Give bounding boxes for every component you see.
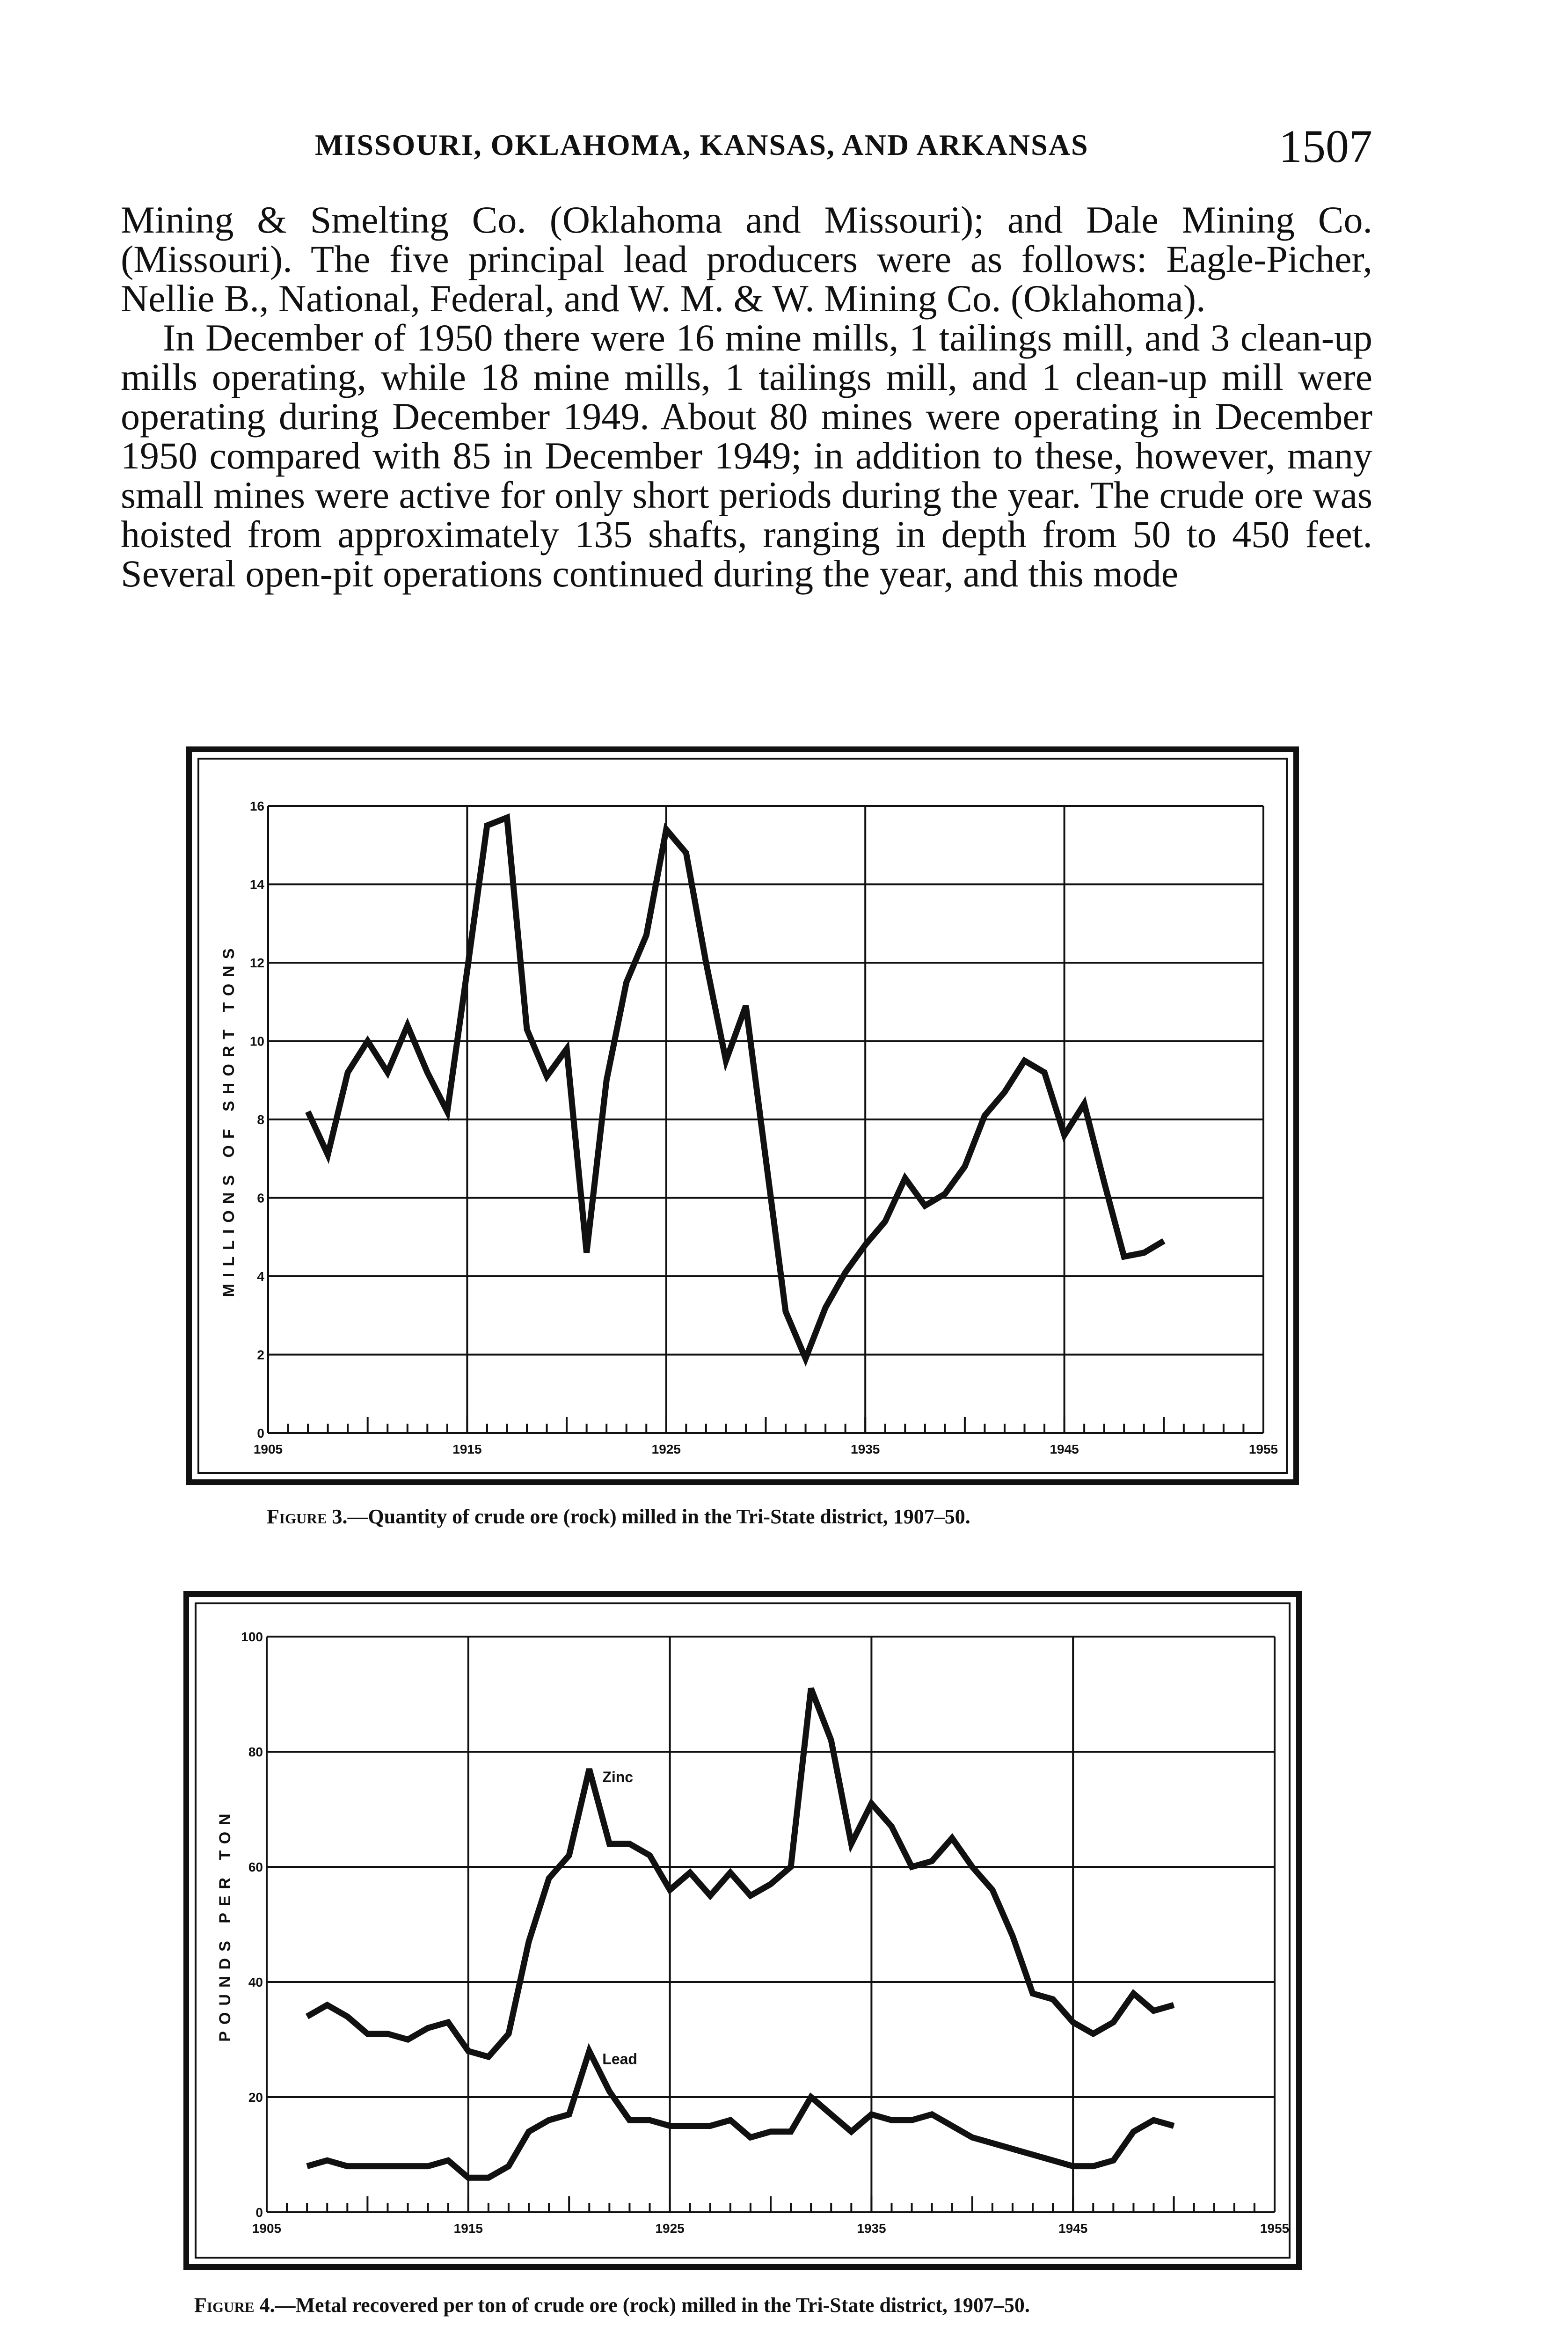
y-tick-label: 12	[249, 956, 264, 970]
y-tick-label: 10	[249, 1034, 264, 1049]
x-tick-label: 1935	[857, 2221, 886, 2236]
figure-4-caption-text-block	[194, 2293, 1030, 2317]
figure-4-frame	[183, 1591, 1302, 2270]
series-line-zinc	[307, 1689, 1174, 2057]
figure-3-label: Figure 3.	[267, 1505, 348, 1528]
y-tick-label: 6	[257, 1191, 264, 1206]
y-tick-label: 20	[248, 2090, 263, 2105]
x-tick-label: 1945	[1050, 1442, 1079, 1456]
figure-3-chart	[192, 752, 1293, 1479]
x-tick-label: 1915	[453, 2221, 483, 2236]
x-tick-label: 1905	[253, 1442, 283, 1456]
y-tick-label: 40	[248, 1975, 263, 1989]
y-tick-label: 80	[248, 1745, 263, 1759]
x-tick-label: 1925	[651, 1442, 681, 1456]
y-tick-label: 60	[248, 1860, 263, 1874]
y-tick-label: 0	[255, 2205, 263, 2220]
series-label-lead: Lead	[602, 2050, 637, 2068]
y-tick-label: 4	[257, 1269, 264, 1284]
x-tick-label: 1945	[1058, 2221, 1088, 2236]
y-tick-label: 14	[249, 877, 264, 892]
x-tick-label: 1925	[655, 2221, 685, 2236]
paragraph-2: In December of 1950 there were 16 mine mills, 1 tailings mill, and 3 clean-up mills operating, while 18 mine mills, 1 tailings mill, and 1 clean-up mill were operating during December 1949. About 80 mines were operating in December 1950 compared with 85 in December 1949; in addition to these, however, many small mines were active for only short periods during the year. The crude ore was hoisted from approximately 135 shafts, ranging in depth from 50 to 450 feet. Several open-pit operations continued during the year, and this mode	[121, 316, 1372, 595]
running-head	[121, 119, 1372, 171]
x-tick-label: 1955	[1248, 1442, 1278, 1456]
body-text	[121, 200, 1372, 593]
paragraph-1: Mining & Smelting Co. (Oklahoma and Missouri); and Dale Mining Co. (Missouri). The five principal lead producers were as follows: Eagle-Picher, Nellie B., National, Federal, and W. M. & W. Mining Co. (Oklahoma).	[121, 198, 1372, 320]
figure-4-caption-text: —Metal recovered per ton of crude ore (rock) milled in the Tri-State district, 1907–50.	[275, 2294, 1030, 2317]
figure-4-chart	[189, 1597, 1296, 2264]
x-tick-label: 1905	[252, 2221, 282, 2236]
figure-4-label: Figure 4.	[194, 2294, 275, 2317]
page-number: 1507	[1279, 120, 1372, 172]
figure-3-caption-text: —Quantity of crude ore (rock) milled in the Tri-State district, 1907–50.	[347, 1505, 970, 1528]
x-tick-label: 1915	[452, 1442, 482, 1456]
y-tick-label: 8	[257, 1112, 264, 1127]
y-axis-label: MILLIONS OF SHORT TONS	[220, 942, 238, 1297]
y-axis-label: POUNDS PER TON	[216, 1807, 234, 2042]
x-tick-label: 1935	[851, 1442, 880, 1456]
series-line-crude-ore	[308, 818, 1164, 1359]
y-tick-label: 0	[257, 1426, 264, 1441]
y-tick-label: 2	[257, 1347, 264, 1362]
x-tick-label: 1955	[1260, 2221, 1290, 2236]
y-tick-label: 100	[241, 1630, 263, 1644]
series-label-zinc: Zinc	[602, 1768, 634, 1785]
inner-frame	[198, 759, 1287, 1473]
figure-3-frame	[186, 746, 1299, 1485]
y-tick-label: 16	[249, 799, 264, 813]
series-line-lead	[307, 2051, 1174, 2178]
inner-frame	[196, 1603, 1290, 2258]
running-title: MISSOURI, OKLAHOMA, KANSAS, AND ARKANSAS	[315, 128, 1089, 161]
figure-3-caption	[267, 1505, 970, 1528]
